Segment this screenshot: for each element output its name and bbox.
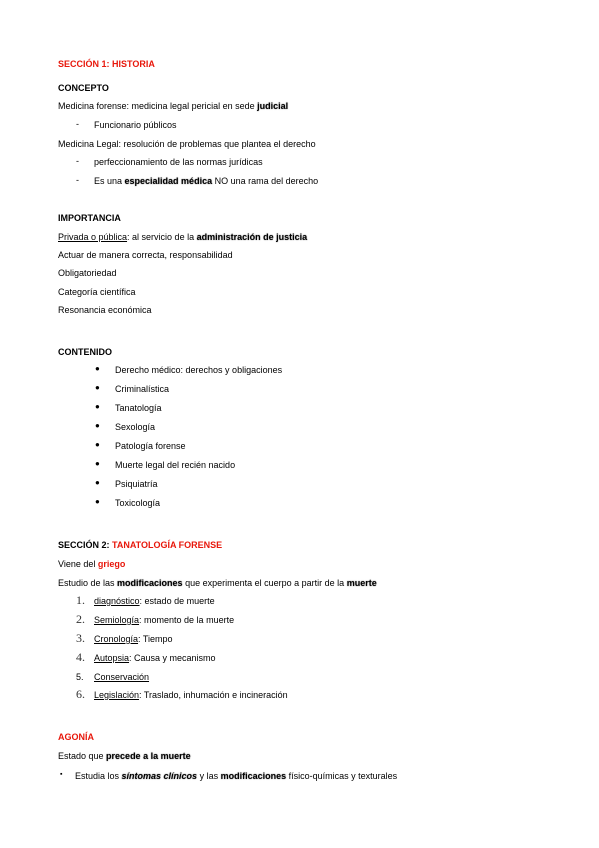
text: que experimenta el cuerpo a partir de la xyxy=(182,578,347,588)
bullet-dot: ● xyxy=(95,421,100,430)
contenido-item: Patología forense xyxy=(115,441,186,451)
section-2-title: TANATOLOGÍA FORENSE xyxy=(112,540,223,550)
contenido-item: Psiquiatría xyxy=(115,479,158,489)
text: Viene del xyxy=(58,559,98,569)
list-desc: : Causa y mecanismo xyxy=(129,653,216,663)
contenido-item: Derecho médico: derechos y obligaciones xyxy=(115,365,283,375)
text: y las xyxy=(197,771,221,781)
list-term: Semiología xyxy=(94,615,140,625)
dash-bullet: - xyxy=(76,175,79,185)
contenido-heading: CONTENIDO xyxy=(58,347,112,357)
list-term: Cronología xyxy=(94,634,139,644)
tanatologia-list-item xyxy=(94,596,215,606)
concepto-dash-item xyxy=(94,176,318,186)
section-1-heading: SECCIÓN 1: HISTORIA xyxy=(58,59,155,69)
list-term: Conservación xyxy=(94,672,150,682)
concepto-heading: CONCEPTO xyxy=(58,83,109,93)
text: Estudio de las xyxy=(58,578,118,588)
tanatologia-definition-line xyxy=(58,577,377,589)
contenido-item: Criminalística xyxy=(115,384,170,394)
contenido-item: Toxicología xyxy=(115,498,161,508)
highlight-precede: precede a la muerte xyxy=(106,751,191,761)
list-term: Autopsia xyxy=(94,653,130,663)
text: Estado que xyxy=(58,751,107,761)
section-2-heading xyxy=(58,539,222,551)
list-term: diagnóstico xyxy=(94,596,140,606)
highlight-modificaciones: modificaciones xyxy=(117,578,183,588)
underlined-term: Privada o pública xyxy=(58,232,128,242)
list-number: 2. xyxy=(76,612,85,626)
importancia-line-1 xyxy=(58,231,307,243)
tanatologia-list-item xyxy=(94,653,216,663)
dash-bullet: - xyxy=(76,119,79,129)
text: NO una rama del derecho xyxy=(212,176,319,186)
list-desc: : momento de la muerte xyxy=(139,615,235,625)
highlight-judicial: judicial xyxy=(257,101,289,111)
text: : al servicio de la xyxy=(127,232,197,242)
highlight-griego: griego xyxy=(97,559,126,569)
section-2-label: SECCIÓN 2: xyxy=(58,540,113,550)
tanatologia-list-item xyxy=(94,672,149,682)
tanatologia-list-item xyxy=(94,690,288,700)
square-bullet: ▪ xyxy=(60,771,63,778)
contenido-item: Sexología xyxy=(115,422,156,432)
importancia-item: Categoría científica xyxy=(58,287,136,297)
list-desc: : Traslado, inhumación e incineración xyxy=(139,690,288,700)
contenido-item: Muerte legal del recién nacido xyxy=(115,460,236,470)
bullet-dot: ● xyxy=(95,440,100,449)
bullet-dot: ● xyxy=(95,478,100,487)
contenido-item: Tanatología xyxy=(115,403,162,413)
agonia-definition-line xyxy=(58,750,191,762)
text: Medicina forense: medicina legal pericial en sede xyxy=(58,101,258,111)
bullet-dot: ● xyxy=(95,383,100,392)
bullet-dot: ● xyxy=(95,459,100,468)
list-term: Legislación xyxy=(94,690,140,700)
text: Estudia los xyxy=(75,771,122,781)
dash-bullet: - xyxy=(76,156,79,166)
bullet-dot: ● xyxy=(95,497,100,506)
highlight-especialidad: especialidad médica xyxy=(124,176,213,186)
tanatologia-list-item xyxy=(94,615,234,625)
tanatologia-list-item xyxy=(94,634,173,644)
concepto-line-medicina-legal: Medicina Legal: resolución de problemas que plantea el derecho xyxy=(58,139,316,149)
importancia-heading: IMPORTANCIA xyxy=(58,213,121,223)
list-number: 6. xyxy=(76,687,85,701)
highlight-justicia: administración de justicia xyxy=(196,232,308,242)
list-number: 3. xyxy=(76,631,85,645)
list-number: 4. xyxy=(76,650,85,664)
highlight-sintomas: síntomas clínicos xyxy=(121,771,198,781)
text: físico-químicas y texturales xyxy=(286,771,398,781)
highlight-modificaciones-2: modificaciones xyxy=(220,771,287,781)
concepto-dash-item: perfeccionamiento de las normas jurídicas xyxy=(94,157,263,167)
concepto-line-medicina-forense xyxy=(58,100,288,112)
bullet-dot: ● xyxy=(95,364,100,373)
importancia-item: Resonancia económica xyxy=(58,305,152,315)
tanatologia-origin-line xyxy=(58,558,125,570)
importancia-item: Actuar de manera correcta, responsabilidad xyxy=(58,250,233,260)
importancia-item: Obligatoriedad xyxy=(58,268,117,278)
agonia-bullet-item xyxy=(75,771,397,781)
list-number: 5. xyxy=(76,672,84,682)
highlight-muerte: muerte xyxy=(346,578,377,588)
bullet-dot: ● xyxy=(95,402,100,411)
list-desc: : estado de muerte xyxy=(139,596,215,606)
list-number: 1. xyxy=(76,593,85,607)
text: Es una xyxy=(94,176,125,186)
agonia-heading: AGONÍA xyxy=(58,732,94,742)
list-desc: : Tiempo xyxy=(138,634,173,644)
concepto-dash-item: Funcionario públicos xyxy=(94,120,177,130)
